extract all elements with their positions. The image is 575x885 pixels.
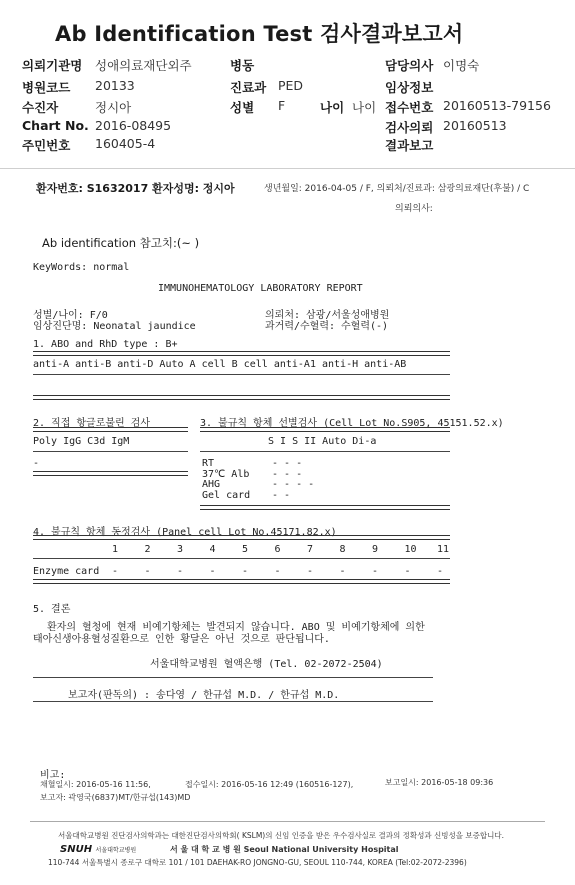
panel-cell-number: 10 [404, 544, 417, 555]
conclusion-title: 5. 결론 [33, 604, 71, 615]
screen-row-values: - - [272, 489, 291, 501]
doctor-label: 담당의사 [385, 58, 434, 73]
panel-cell-value: - [112, 566, 119, 577]
panel-cell-value: - [209, 566, 216, 577]
panel-cell-number: 4 [209, 544, 216, 555]
blood-bank-line: 서울대학교병원 혈액은행 (Tel. 02-2072-2504) [150, 659, 383, 670]
divider [30, 821, 545, 822]
panel-cell-number: 9 [372, 544, 379, 555]
divider [33, 701, 433, 702]
panel-cell-number: 6 [274, 544, 281, 555]
history: 과거력/수혈력: 수혈력(-) [265, 321, 389, 332]
result-label: 결과보고 [385, 138, 434, 153]
panel-cell-value: - [274, 566, 281, 577]
snuh-logo [60, 844, 136, 855]
screen-row-values: - - - - [272, 479, 315, 490]
diagnosis: 임상진단명: Neonatal jaundice [33, 321, 196, 332]
panel-cell-number: 2 [144, 544, 151, 555]
divider [33, 374, 450, 375]
screen-row-values: - - - [272, 458, 303, 469]
clinical-label: 임상정보 [385, 80, 434, 95]
panel-cell-number: 7 [307, 544, 314, 555]
panel-cell-value: - [242, 566, 249, 577]
ward-label: 병동 [230, 58, 255, 73]
panel-cell-value: - [372, 566, 379, 577]
snuh-logo-sub: 서울대학교병원 [95, 847, 137, 854]
footer-address: 110-744 서울특별시 종로구 대학로 101 / 101 DAEHAK-RO JONGNO-GU, SEOUL 110-744, KOREA (Tel:02-2072-2396) [48, 858, 467, 867]
patient-meta: 생년월일: 2016-04-05 / F, 의뢰처/진료과: 삼광의료재단(후불) / C [264, 184, 530, 194]
report-time: 보고일시: 2016-05-18 09:36 [385, 778, 494, 787]
divider [33, 471, 188, 476]
divider [200, 505, 450, 510]
request-label: 검사의뢰 [385, 120, 434, 135]
panel-cell-number: 1 [112, 544, 119, 555]
rrn-label: 주민번호 [22, 138, 71, 153]
snuh-logo-text: SNUH [60, 844, 93, 855]
divider [200, 427, 450, 432]
panel-cell-value: - [144, 566, 151, 577]
ref-title: Ab identification 참고치:(~ ) [42, 236, 200, 250]
divider [33, 451, 188, 452]
footer-name: 서 울 대 학 교 병 원 Seoul National University Hospital [170, 845, 399, 854]
panel-cell-number: 3 [177, 544, 184, 555]
panel-cell-value: - [437, 566, 444, 577]
panel-cell-value: - [177, 566, 184, 577]
screen-row-label: RT [202, 458, 215, 469]
abo-columns: anti-A anti-B anti-D Auto A cell B cell anti-A1 anti-H anti-AB [33, 359, 407, 370]
screen-title: 3. 불규칙 항체 선별검사 (Cell Lot No.S905, 45151.52.x) [200, 418, 504, 429]
age-label: 나이 [320, 100, 345, 115]
institution-value: 성애의료재단외주 [95, 58, 192, 73]
certification-text: 서울대학교병원 진단검사의학과는 대한진단검사의학회( KSLM)의 신임 인증을 받은 우수검사실로 결과의 정확성과 신빙성을 보증합니다. [58, 831, 505, 840]
screen-row-label: 37℃ Alb [202, 468, 250, 480]
panel-title: 4. 불규칙 항체 동정검사 (Panel cell Lot No.45171.82.x) [33, 527, 337, 538]
hospital-code-label: 병원코드 [22, 80, 71, 95]
receive-time: 접수일시: 2016-05-16 12:49 (160516-127), [185, 780, 354, 789]
panel-cell-number: 8 [339, 544, 346, 555]
rrn-value: 160405-4 [95, 136, 156, 151]
report-sheet [0, 168, 575, 885]
panel-cell-number: 5 [242, 544, 249, 555]
divider [33, 558, 450, 559]
recipient-label: 수진자 [22, 100, 59, 115]
age-value: 나이 [352, 100, 377, 115]
panel-cell-value: - [404, 566, 411, 577]
dept-label: 진료과 [230, 80, 267, 95]
divider [200, 451, 450, 452]
dat-title: 2. 직접 항글로불린 검사 [33, 418, 151, 429]
chart-value: 2016-08495 [95, 118, 172, 133]
doctor-value: 이명숙 [443, 58, 480, 73]
divider [33, 677, 433, 678]
dept-value: PED [278, 78, 304, 93]
screen-row-values: - - - [272, 468, 303, 480]
doctor-line: 의뢰의사: [395, 204, 433, 214]
panel-cell-value: - [339, 566, 346, 577]
request-value: 20160513 [443, 118, 507, 133]
requester: 의뢰처: 삼광/서울성애병원 [265, 310, 390, 321]
keywords: KeyWords: normal [33, 262, 130, 273]
screen-row-label: AHG [202, 479, 221, 490]
divider [33, 579, 450, 584]
conclusion-line-1: 환자의 혈청에 현재 비예기항체는 발견되지 않습니다. ABO 및 비예기항체에 의한 [47, 622, 425, 633]
conclusion-line-2: 태아신생아용혈성질환으로 인한 황달은 아닌 것으로 판단됩니다. [33, 634, 330, 645]
divider [33, 395, 450, 400]
collect-time: 채혈일시: 2016-05-16 11:56, [40, 780, 151, 789]
sex-value: F [278, 98, 286, 113]
panel-cell-number: 11 [437, 544, 450, 555]
sex-label: 성별 [230, 100, 255, 115]
reporter-line: 보고자(판독의) : 송다영 / 한규섭 M.D. / 한규섭 M.D. [68, 690, 340, 701]
divider [33, 427, 188, 432]
screen-columns: S I S II Auto Di-a [268, 436, 377, 447]
note-label: 비고: [40, 770, 66, 781]
receipt-label: 접수번호 [385, 100, 434, 115]
panel-cell-value: - [307, 566, 314, 577]
chart-label: Chart No. [22, 118, 89, 133]
recipient-value: 정시아 [95, 100, 132, 115]
patient-line: 환자번호: S1632017 환자성명: 정시아 [36, 182, 235, 195]
page-title: Ab Identification Test 검사결과보고서 [55, 22, 464, 46]
divider [33, 535, 450, 540]
reporter-small: 보고자: 곽영국(6837)MT/한규섭(143)MD [40, 793, 191, 802]
institution-label: 의뢰기관명 [22, 58, 83, 73]
sex-age: 성별/나이: F/0 [33, 310, 108, 321]
screen-row-label: Gel card [202, 489, 251, 501]
hospital-code-value: 20133 [95, 78, 135, 93]
abo-title: 1. ABO and RhD type : B+ [33, 339, 178, 350]
dat-columns: Poly IgG C3d IgM [33, 436, 130, 447]
dat-values: - [33, 458, 40, 469]
panel-row-label: Enzyme card [33, 566, 100, 577]
lab-title: IMMUNOHEMATOLOGY LABORATORY REPORT [158, 283, 363, 294]
divider [33, 351, 450, 356]
receipt-value: 20160513-79156 [443, 98, 551, 113]
